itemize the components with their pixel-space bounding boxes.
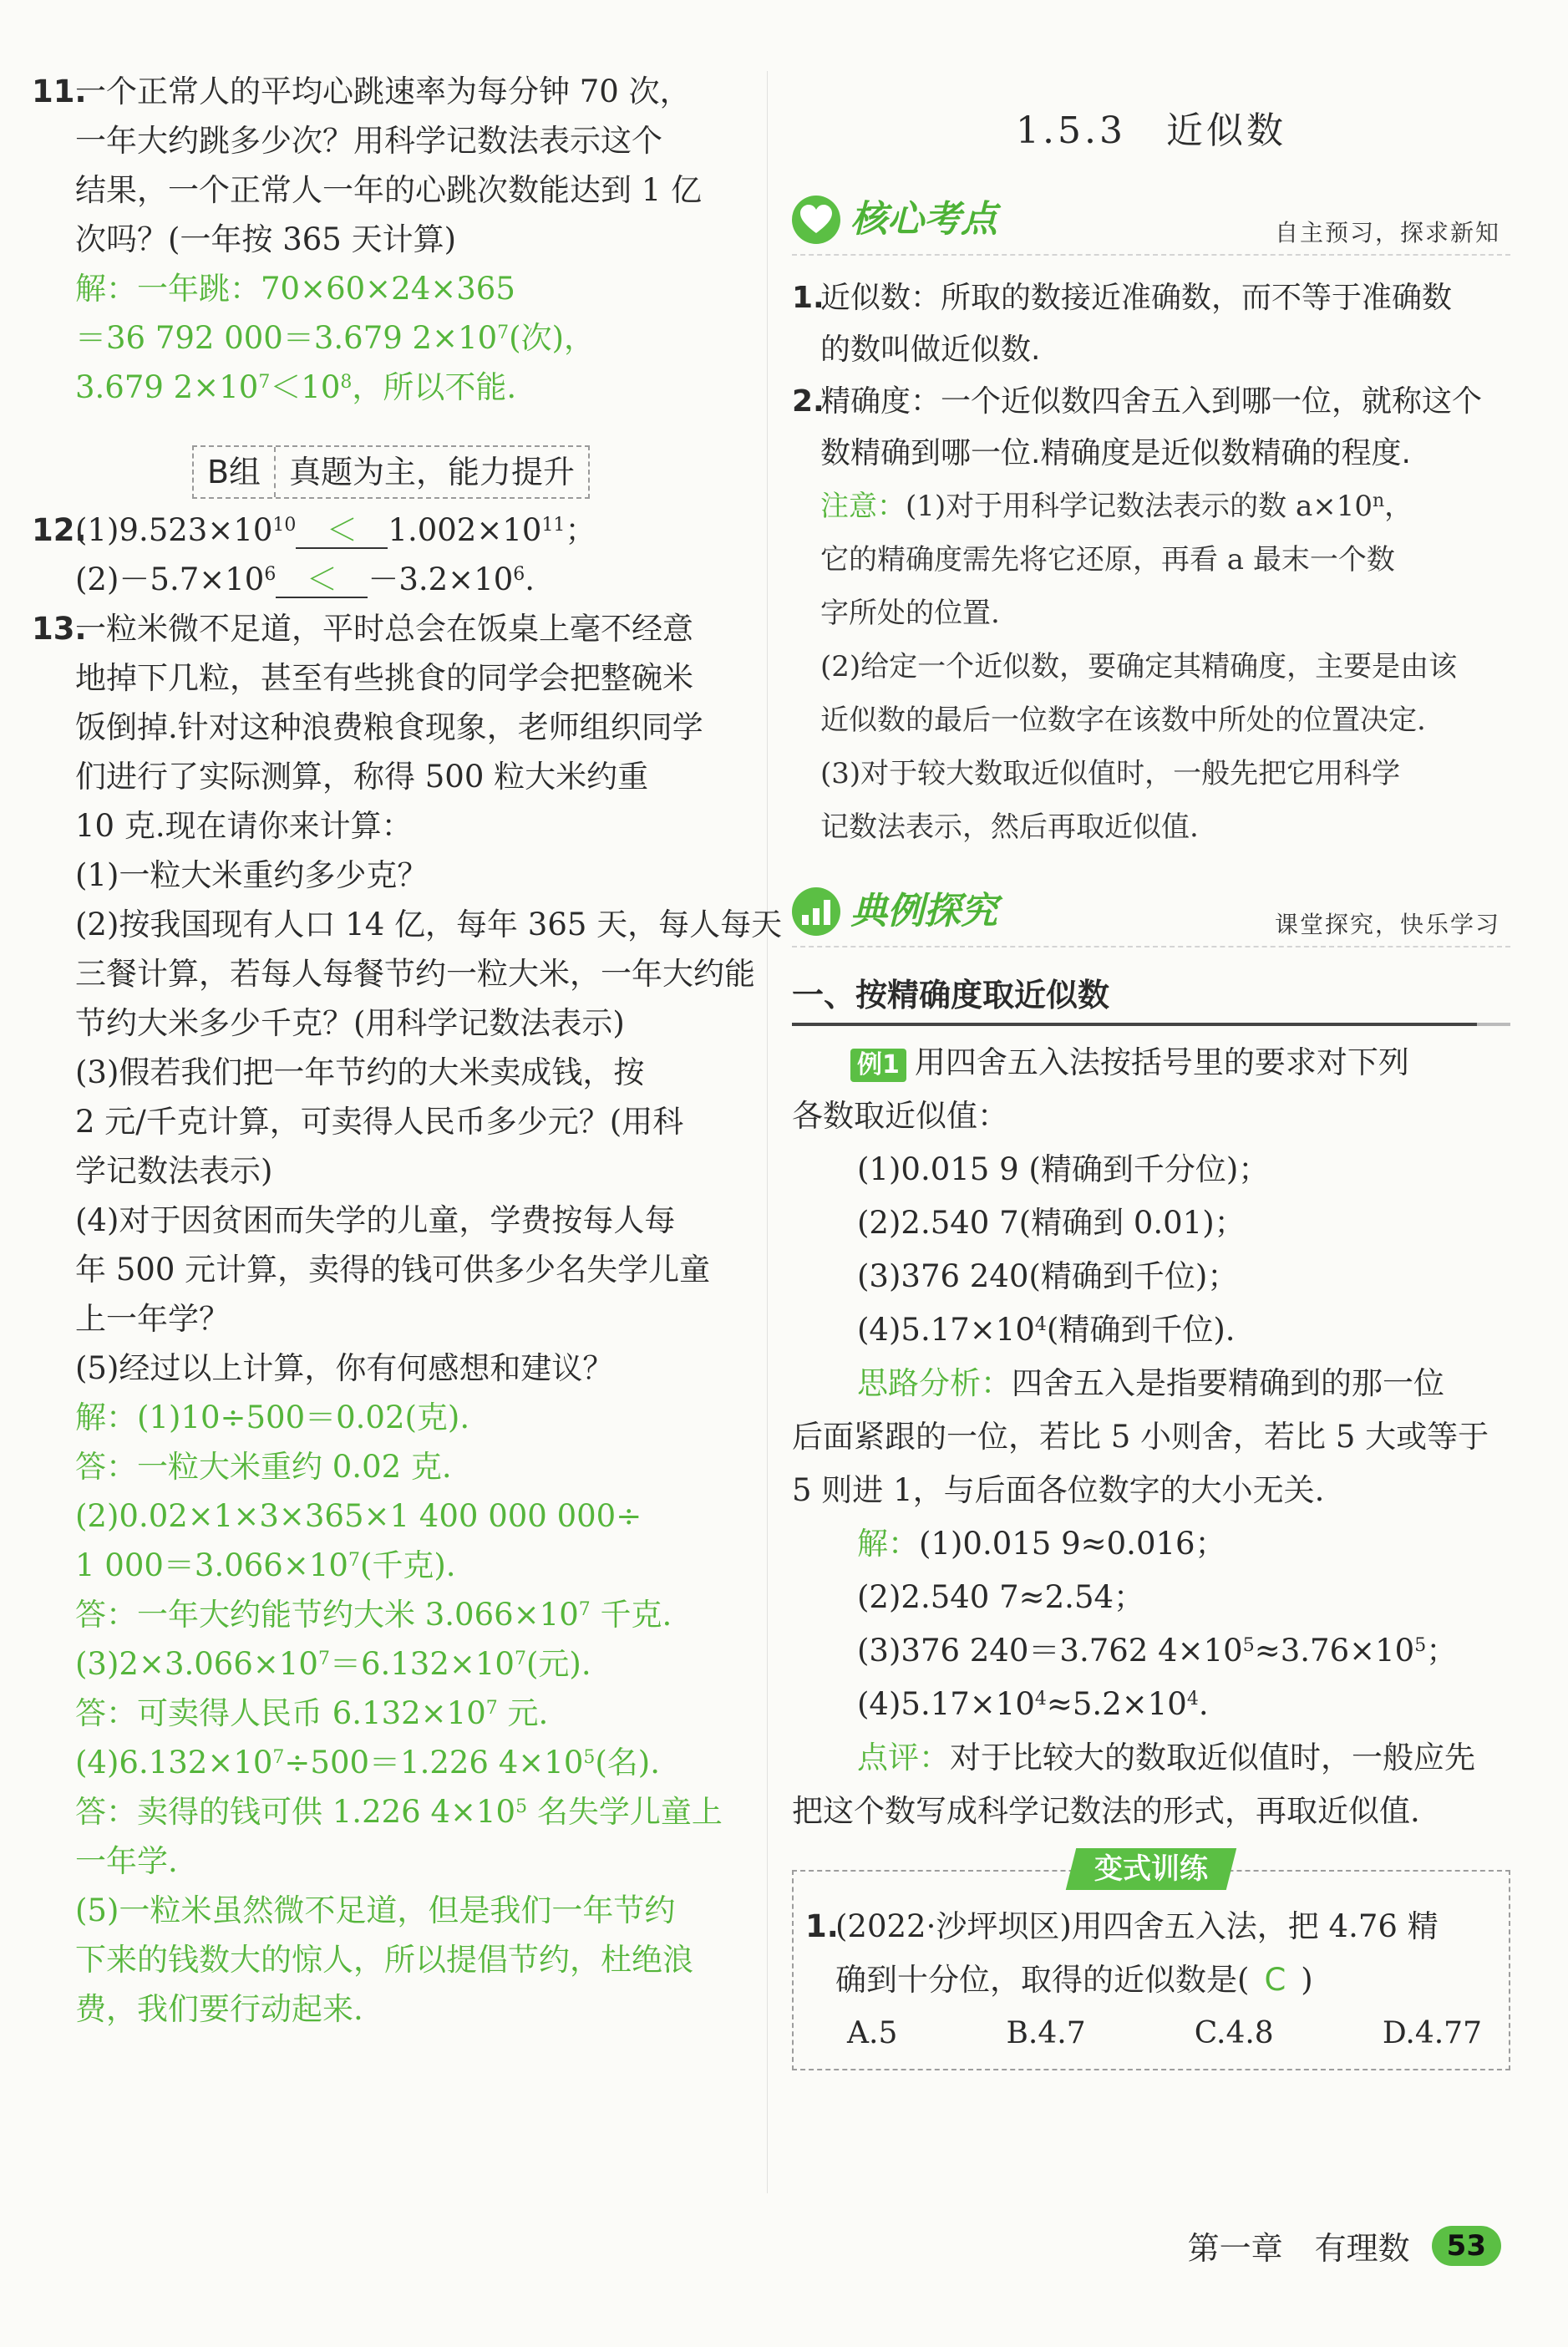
question-text <box>75 555 750 604</box>
point-text: 近似数：所取的数接近准确数，而不等于准确数 <box>820 281 1453 315</box>
point-text: 的数叫做近似数. <box>820 333 1041 367</box>
banner-subtitle: 课堂探究，快乐学习 <box>1274 911 1500 938</box>
answer-text: 答：可卖得人民币 6.132×10 <box>75 1695 486 1731</box>
analysis-line: 5 则进 1，与后面各位数字的大小无关. <box>792 1472 1325 1508</box>
question-text: (3)假若我们把一年节约的大米卖成钱，按 <box>75 1054 645 1090</box>
note-line: 字所处的位置. <box>820 597 1000 630</box>
answer-text: 答：卖得的钱可供 1.226 4×10 <box>75 1794 516 1830</box>
exponent: 7 <box>497 323 510 343</box>
banner-title: 核心考点 <box>850 198 997 241</box>
comment-line <box>792 1731 1510 1785</box>
option-a: A.5 <box>847 2016 898 2050</box>
example-item: (1)0.015 9 (精确到千分位)； <box>857 1151 1270 1187</box>
answer-text: ＝36 792 000＝3.679 2×10 <box>75 320 498 356</box>
variant-tag-label: 变式训练 <box>1094 1852 1208 1886</box>
question-text: . <box>525 561 535 597</box>
left-column <box>32 67 783 2034</box>
group-title: 真题为主，能力提升 <box>289 454 576 490</box>
point-text: 数精确到哪一位.精确度是近似数精确的程度. <box>820 436 1411 470</box>
subsection-heading: 一、按精确度取近似数 <box>792 969 1510 1026</box>
answer-line: 一年学. <box>75 1843 178 1879</box>
bar-chart-icon <box>792 887 840 936</box>
answer-line <box>75 313 750 363</box>
answer-text: (元). <box>525 1646 591 1682</box>
exponent: 7 <box>258 372 271 393</box>
answer-line: (5)一粒米虽然微不足道，但是我们一年节约 <box>75 1892 676 1928</box>
answer-line <box>75 1787 750 1836</box>
question-number: 1. <box>805 1908 839 1944</box>
solution-text: (3)376 240＝3.762 4×10 <box>857 1633 1243 1669</box>
question-text: 10 克.现在请你来计算： <box>75 808 413 844</box>
example-stem: 各数取近似值： <box>792 1098 1008 1134</box>
answer-text: 千克. <box>590 1597 672 1633</box>
solution-text: ≈5.2×10 <box>1046 1686 1187 1722</box>
exponent: 7 <box>485 1698 498 1719</box>
example-text: 用四舍五入法按括号里的要求对下列 <box>914 1044 1409 1080</box>
answer-blank: ＜ <box>296 514 388 549</box>
answer-choice: C <box>1264 1962 1286 1998</box>
example-tag: 例1 <box>850 1049 906 1082</box>
solution-text: ； <box>1426 1633 1458 1669</box>
answer-text: (名). <box>595 1745 660 1781</box>
question-text: 上一年学？ <box>75 1301 230 1337</box>
answer-line: 费，我们要行动起来. <box>75 1991 363 2027</box>
question-text: 2 元/千克计算，可卖得人民币多少元？(用科 <box>75 1104 684 1140</box>
exponent: 8 <box>340 372 353 393</box>
exponent: 6 <box>513 564 525 585</box>
solution-text: (4)5.17×10 <box>857 1686 1035 1722</box>
exponent: 7 <box>578 1599 591 1620</box>
column-divider <box>767 71 768 2193</box>
question-13 <box>32 604 783 2034</box>
answer-text: 答：一年大约能节约大米 3.066×10 <box>75 1597 579 1633</box>
examples-banner <box>792 884 1510 947</box>
analysis-line <box>792 1357 1510 1410</box>
answer-line <box>75 1541 750 1590</box>
exponent: 5 <box>583 1747 596 1768</box>
answer-text: (3)2×3.066×10 <box>75 1646 318 1682</box>
exponent: 4 <box>1034 1314 1047 1335</box>
question-text: (4)对于因贫困而失学的儿童，学费按每人每 <box>75 1202 676 1238</box>
exponent: n <box>1373 490 1385 511</box>
page-footer <box>1188 2223 1501 2268</box>
option-c: C.4.8 <box>1194 2016 1274 2050</box>
note-text: (1)对于用科学记数法表示的数 a×10 <box>906 490 1373 523</box>
answer-text: ＜10 <box>270 369 341 405</box>
section-title: 1.5.3 近似数 <box>1016 109 1286 152</box>
solution-label: 解： <box>857 1526 919 1562</box>
question-text: 三餐计算，若每人每餐节约一粒大米，一年大约能 <box>75 956 755 992</box>
solution-line <box>792 1517 1510 1571</box>
page-number: 53 <box>1432 2226 1501 2266</box>
question-number: 12. <box>32 512 87 548</box>
answer-text: (4)6.132×10 <box>75 1745 273 1781</box>
answer-line <box>75 1590 750 1639</box>
option-b: B.4.7 <box>1006 2016 1086 2050</box>
answer-text: (千克). <box>359 1547 456 1583</box>
example-item: (3)376 240(精确到千位)； <box>857 1258 1239 1294</box>
question-text <box>835 1953 1497 2007</box>
answer-line <box>75 363 750 412</box>
answer-line: (2)0.02×1×3×365×1 400 000 000÷ <box>75 1498 642 1534</box>
question-text: 一年大约跳多少次？用科学记数法表示这个 <box>75 123 662 159</box>
note-line: 它的精确度需先将它还原，再看 a 最末一个数 <box>820 543 1395 577</box>
group-b-box <box>192 445 590 499</box>
answer-line: 解：一年跳：70×60×24×365 <box>75 271 515 307</box>
analysis-line: 后面紧跟的一位，若比 5 小则舍，若比 5 大或等于 <box>792 1419 1489 1455</box>
exponent: 4 <box>1186 1689 1199 1709</box>
point-text: 精确度：一个近似数四舍五入到哪一位，就称这个 <box>820 384 1483 419</box>
question-text: 节约大米多少千克？(用科学记数法表示) <box>75 1005 625 1041</box>
example-item: (2)2.540 7(精确到 0.01)； <box>857 1205 1246 1241</box>
exponent: 10 <box>272 515 297 536</box>
note-label: 注意： <box>820 490 906 523</box>
note-line: 记数法表示，然后再取近似值. <box>820 810 1199 844</box>
solution-line <box>792 1624 1510 1678</box>
exponent: 5 <box>1242 1635 1255 1656</box>
answer-text: ，所以不能. <box>352 369 517 405</box>
question-text: 一个正常人的平均心跳速率为每分钟 70 次， <box>75 74 691 109</box>
variant-question-1 <box>805 1900 1497 2007</box>
example-1 <box>792 1036 1510 1838</box>
analysis-label: 思路分析： <box>857 1365 1012 1401</box>
answer-text: 元. <box>497 1695 549 1731</box>
option-d: D.4.77 <box>1382 2016 1482 2050</box>
question-text: －3.2×10 <box>368 561 514 597</box>
question-text: (1)一粒大米重约多少克？ <box>75 857 429 893</box>
question-text: 确到十分位，取得的近似数是( <box>835 1962 1250 1998</box>
example-item <box>792 1303 1510 1357</box>
answer-text: ÷500＝1.226 4×10 <box>284 1745 584 1781</box>
example-stem <box>792 1036 1510 1090</box>
group-label: B组 <box>194 447 276 497</box>
question-12 <box>32 505 750 604</box>
note-text: ， <box>1384 490 1413 523</box>
solution-line: (2)2.540 7≈2.54； <box>857 1579 1145 1615</box>
answer-blank: ＜ <box>276 563 368 598</box>
question-text <box>75 505 750 555</box>
exponent: 4 <box>1034 1689 1047 1709</box>
answer-text: 3.679 2×10 <box>75 369 259 405</box>
question-text: 们进行了实际测算，称得 500 粒大米约重 <box>75 759 649 795</box>
question-text: 1.002×10 <box>388 512 542 548</box>
group-b-header <box>32 445 750 499</box>
answer-line: 下来的钱数大的惊人，所以提倡节约，杜绝浪 <box>75 1942 693 1978</box>
core-points-banner <box>792 192 1510 256</box>
key-point-2 <box>792 376 1510 480</box>
exponent: 7 <box>348 1550 360 1571</box>
answer-line <box>75 1738 750 1787</box>
example-text: (4)5.17×10 <box>857 1312 1035 1348</box>
note-line <box>820 480 1510 533</box>
question-number: 13. <box>32 611 87 647</box>
answer-text: (次)， <box>509 320 596 356</box>
answer-line <box>75 1689 750 1738</box>
question-text: ； <box>565 512 596 548</box>
exponent: 6 <box>264 564 277 585</box>
question-text: 结果，一个正常人一年的心跳次数能达到 1 亿 <box>75 172 703 208</box>
comment-label: 点评： <box>857 1740 950 1775</box>
question-text: 一粒米微不足道，平时总会在饭桌上毫不经意 <box>75 611 693 647</box>
answer-line: 解：(1)10÷500＝0.02(克). <box>75 1400 470 1435</box>
chapter-label: 第一章 有理数 <box>1187 2230 1410 2267</box>
question-text: (2022·沙坪坝区)用四舍五入法，把 4.76 精 <box>835 1908 1439 1944</box>
solution-text: (1)0.015 9≈0.016； <box>919 1526 1226 1562</box>
question-text: (5)经过以上计算，你有何感想和建议？ <box>75 1350 614 1386</box>
note-block <box>792 480 1510 854</box>
variant-training-box <box>792 1852 1510 2070</box>
answer-line <box>75 1639 750 1689</box>
options-row <box>805 2007 1497 2060</box>
heart-icon <box>792 196 840 244</box>
exponent: 5 <box>1414 1635 1427 1656</box>
exponent: 7 <box>317 1648 330 1669</box>
answer-text: ＝6.132×10 <box>329 1646 515 1682</box>
exponent: 7 <box>272 1747 285 1768</box>
answer-line: 答：一粒大米重约 0.02 克. <box>75 1449 452 1485</box>
question-text: (1)9.523×10 <box>75 512 273 548</box>
question-text: 饭倒掉.针对这种浪费粮食现象，老师组织同学 <box>75 709 703 745</box>
question-text: 学记数法表示) <box>75 1153 273 1189</box>
question-text: (2)－5.7×10 <box>75 561 265 597</box>
note-line: 近似数的最后一位数字在该数中所处的位置决定. <box>820 704 1426 737</box>
point-number: 2. <box>792 384 825 419</box>
question-11 <box>32 67 750 412</box>
question-text: 年 500 元计算，卖得的钱可供多少名失学儿童 <box>75 1252 711 1288</box>
note-line: (2)给定一个近似数，要确定其精确度，主要是由该 <box>820 650 1458 683</box>
solution-text: ≈3.76×10 <box>1254 1633 1415 1669</box>
right-column <box>792 67 1510 2070</box>
comment-line: 把这个数写成科学记数法的形式，再取近似值. <box>792 1793 1420 1829</box>
exponent: 5 <box>515 1796 528 1817</box>
exponent: 7 <box>514 1648 526 1669</box>
example-text: (精确到千位). <box>1046 1312 1236 1348</box>
answer-text: 名失学儿童上 <box>527 1794 723 1830</box>
banner-subtitle: 自主预习，探求新知 <box>1274 219 1500 246</box>
variant-tag <box>1066 1848 1236 1890</box>
solution-line <box>792 1678 1510 1731</box>
key-point-1 <box>792 272 1510 376</box>
comment-text: 对于比较大的数取近似值时，一般应先 <box>950 1740 1475 1775</box>
question-text: ) <box>1301 1962 1313 1998</box>
point-number: 1. <box>792 281 825 315</box>
question-number: 11. <box>32 74 87 109</box>
banner-title: 典例探究 <box>850 890 997 932</box>
question-text: 地掉下几粒，甚至有些挑食的同学会把整碗米 <box>75 660 693 696</box>
question-text: 次吗？(一年按 365 天计算) <box>75 221 457 257</box>
solution-text: . <box>1198 1686 1209 1722</box>
question-text: (2)按我国现有人口 14 亿，每年 365 天，每人每天 <box>75 907 783 942</box>
exponent: 11 <box>541 515 566 536</box>
analysis-text: 四舍五入是指要精确到的那一位 <box>1012 1365 1444 1401</box>
answer-text: 1 000＝3.066×10 <box>75 1547 348 1583</box>
note-line: (3)对于较大数取近似值时，一般先把它用科学 <box>820 757 1401 790</box>
